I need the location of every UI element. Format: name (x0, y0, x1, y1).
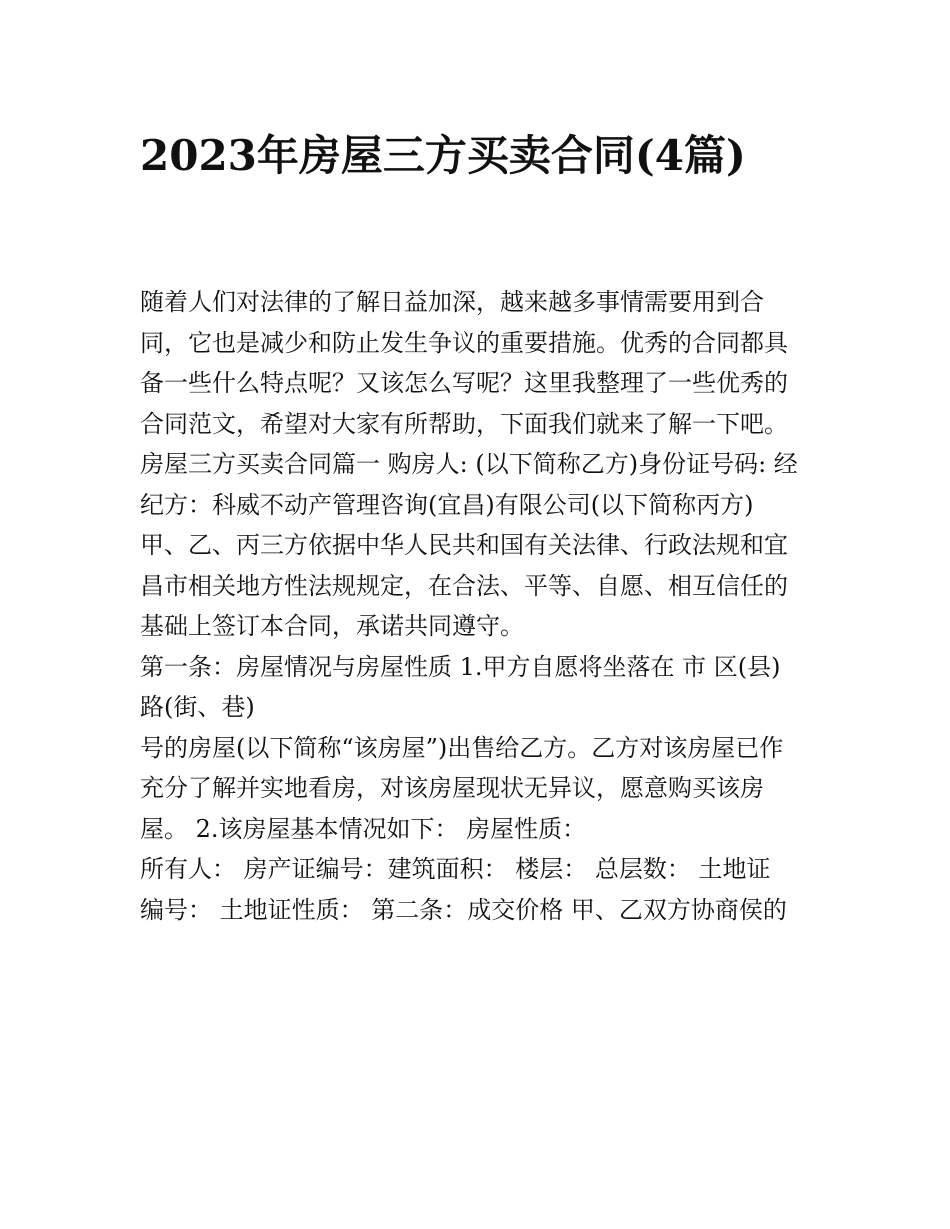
paragraph-property-details (140, 849, 830, 930)
paragraph-intro (140, 282, 830, 444)
text-line: 备一些什么特点呢？又该怎么写呢？这里我整理了一些优秀的 (140, 369, 788, 397)
paragraph-article-1 (140, 647, 830, 728)
text-line: 所有人： 房产证编号：建筑面积： 楼层： 总层数： 土地证 (140, 855, 771, 883)
paragraph-property-sale (140, 728, 830, 850)
text-line: 昌市相关地方性法规规定，在合法、平等、自愿、相互信任的 (140, 571, 788, 600)
text-line: 第一条：房屋情况与房屋性质 1.甲方自愿将坐落在 市 区(县) (140, 652, 781, 681)
text-line: 充分了解并实地看房，对该房屋现状无异议，愿意购买该房 (140, 774, 764, 802)
text-line: 号的房屋(以下简称“该房屋”)出售给乙方。乙方对该房屋已作 (140, 733, 784, 762)
text-line: 屋。 2.该房屋基本情况如下： 房屋性质： (140, 814, 587, 843)
paragraph-parties (140, 444, 830, 525)
text-line: 基础上签订本合同，承诺共同遵守。 (140, 612, 524, 640)
text-line: 路(街、巷) (140, 693, 255, 721)
text-line: 甲、乙、丙三方依据中华人民共和国有关法律、行政法规和宜 (140, 531, 788, 559)
document-body (140, 282, 830, 930)
text-line: 编号： 土地证性质： 第二条：成交价格 甲、乙双方协商侯的 (140, 895, 787, 924)
text-line: 合同范文，希望对大家有所帮助，下面我们就来了解一下吧。 (140, 409, 788, 438)
text-line: 房屋三方买卖合同篇一 购房人: (以下简称乙方)身份证号码: 经 (140, 450, 798, 478)
text-line: 随着人们对法律的了解日益加深，越来越多事情需要用到合 (140, 288, 764, 316)
paragraph-basis (140, 525, 830, 647)
text-line: 同，它也是减少和防止发生争议的重要措施。优秀的合同都具 (140, 328, 788, 357)
document-title: 2023年房屋三方买卖合同(4篇) (140, 131, 746, 180)
text-line: 纪方：科威不动产管理咨询(宜昌)有限公司(以下简称丙方) (140, 490, 754, 519)
